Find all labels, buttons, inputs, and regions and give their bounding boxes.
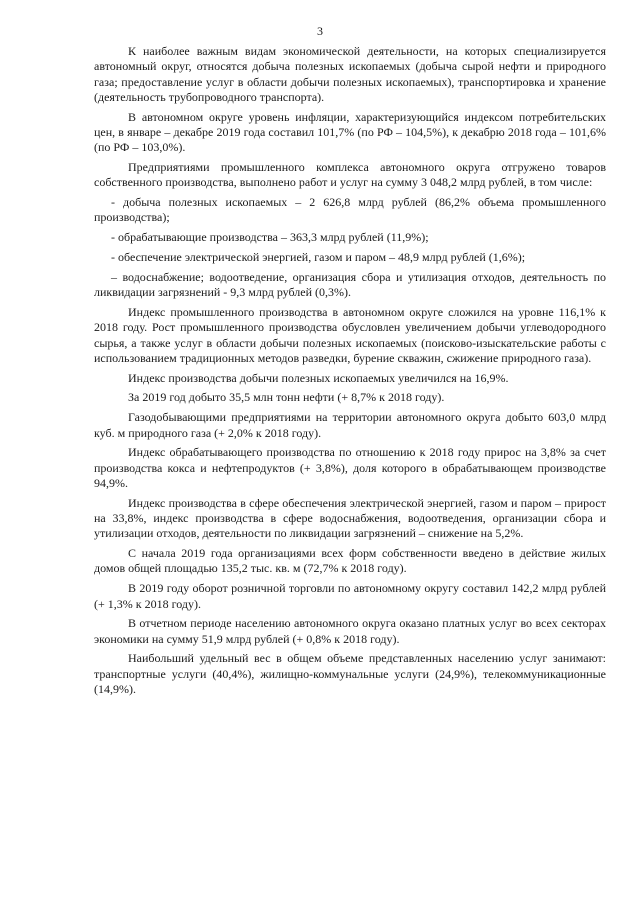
paragraph-paid-services: В отчетном периоде населению автономного округа оказано платных услуг во всех секторах экономики на сумму 51,9 млрд рублей (+ 0,8% к 2018 году). xyxy=(94,616,606,646)
paragraph-oil-production: За 2019 год добыто 35,5 млн тонн нефти (+ 8,7% к 2018 году). xyxy=(128,390,445,405)
list-item-mining: - добыча полезных ископаемых – 2 626,8 млрд рублей (86,2% объема промышленного производства); xyxy=(94,195,606,225)
paragraph-industrial-shipments: Предприятиями промышленного комплекса автономного округа отгружено товаров собственного производства, выполнено работ и услуг на сумму 3 048,2 млрд рублей, в том числе: xyxy=(94,160,606,190)
paragraph-gas-production: Газодобывающими предприятиями на территории автономного округа добыто 603,0 млрд куб. м природного газа (+ 2,0% к 2018 году). xyxy=(94,410,606,440)
paragraph-industrial-index: Индекс промышленного производства в автономном округе сложился на уровне 116,1% к 2018 году. Рост промышленного производства обусловлен увеличением добычи углеводородного сырья, а также услуг в области добычи полезных ископаемых (поисково-изыскательские работы с использованием традиционных методов разведки, бурение скважин, сжижение природного газа). xyxy=(94,304,606,365)
page-number: 3 xyxy=(317,24,323,38)
paragraph-inflation: В автономном округе уровень инфляции, характеризующийся индексом потребительских цен, в январе – декабре 2019 года составил 101,7% (по РФ – 104,5%), к декабрю 2018 года – 101,6% (по РФ – 103,0%). xyxy=(94,109,606,155)
body-text xyxy=(94,44,606,702)
paragraph-manufacturing-index: Индекс обрабатывающего производства по отношению к 2018 году прирос на 3,8% за счет производства кокса и нефтепродуктов (+ 3,8%), доля которого в обрабатывающем производстве 94,9%. xyxy=(94,445,606,490)
paragraph-key-activities: К наиболее важным видам экономической деятельности, на которых специализируется автономный округ, относятся добыча полезных ископаемых (добыча сырой нефти и природного газа; предоставление услуг в области добычи полезных ископаемых), транспортировка и хранение (деятельность трубопроводного транспорта). xyxy=(94,44,606,104)
paragraph-retail: В 2019 году оборот розничной торговли по автономному округу составил 142,2 млрд рублей (+ 1,3% к 2018 году). xyxy=(94,581,606,611)
list-item-energy-supply: - обеспечение электрической энергией, газом и паром – 48,9 млрд рублей (1,6%); xyxy=(111,250,526,265)
paragraph-energy-index: Индекс производства в сфере обеспечения электрической энергией, газом и паром – прирост на 33,8%, индекс производства в сфере водоснабжения, водоотведения, организации сбора и утилизации отходов, деятельности по ликвидации загрязнений – снижение на 5,2%. xyxy=(94,495,606,541)
paragraph-services-structure: Наибольший удельный вес в общем объеме представленных населению услуг занимают: транспортные услуги (40,4%), жилищно-коммунальные услуги (24,9%), телекоммуникационные (14,9%). xyxy=(94,651,606,696)
paragraph-housing: С начала 2019 года организациями всех форм собственности введено в действие жилых домов общей площадью 135,2 тыс. кв. м (72,7% к 2018 году). xyxy=(94,546,606,576)
paragraph-mining-index: Индекс производства добычи полезных ископаемых увеличился на 16,9%. xyxy=(128,370,509,385)
list-item-manufacturing: - обрабатывающие производства – 363,3 млрд рублей (11,9%); xyxy=(111,230,429,245)
list-item-water-supply: – водоснабжение; водоотведение, организация сбора и утилизация отходов, деятельность по ликвидации загрязнений - 9,3 млрд рублей (0,3%). xyxy=(94,269,606,300)
